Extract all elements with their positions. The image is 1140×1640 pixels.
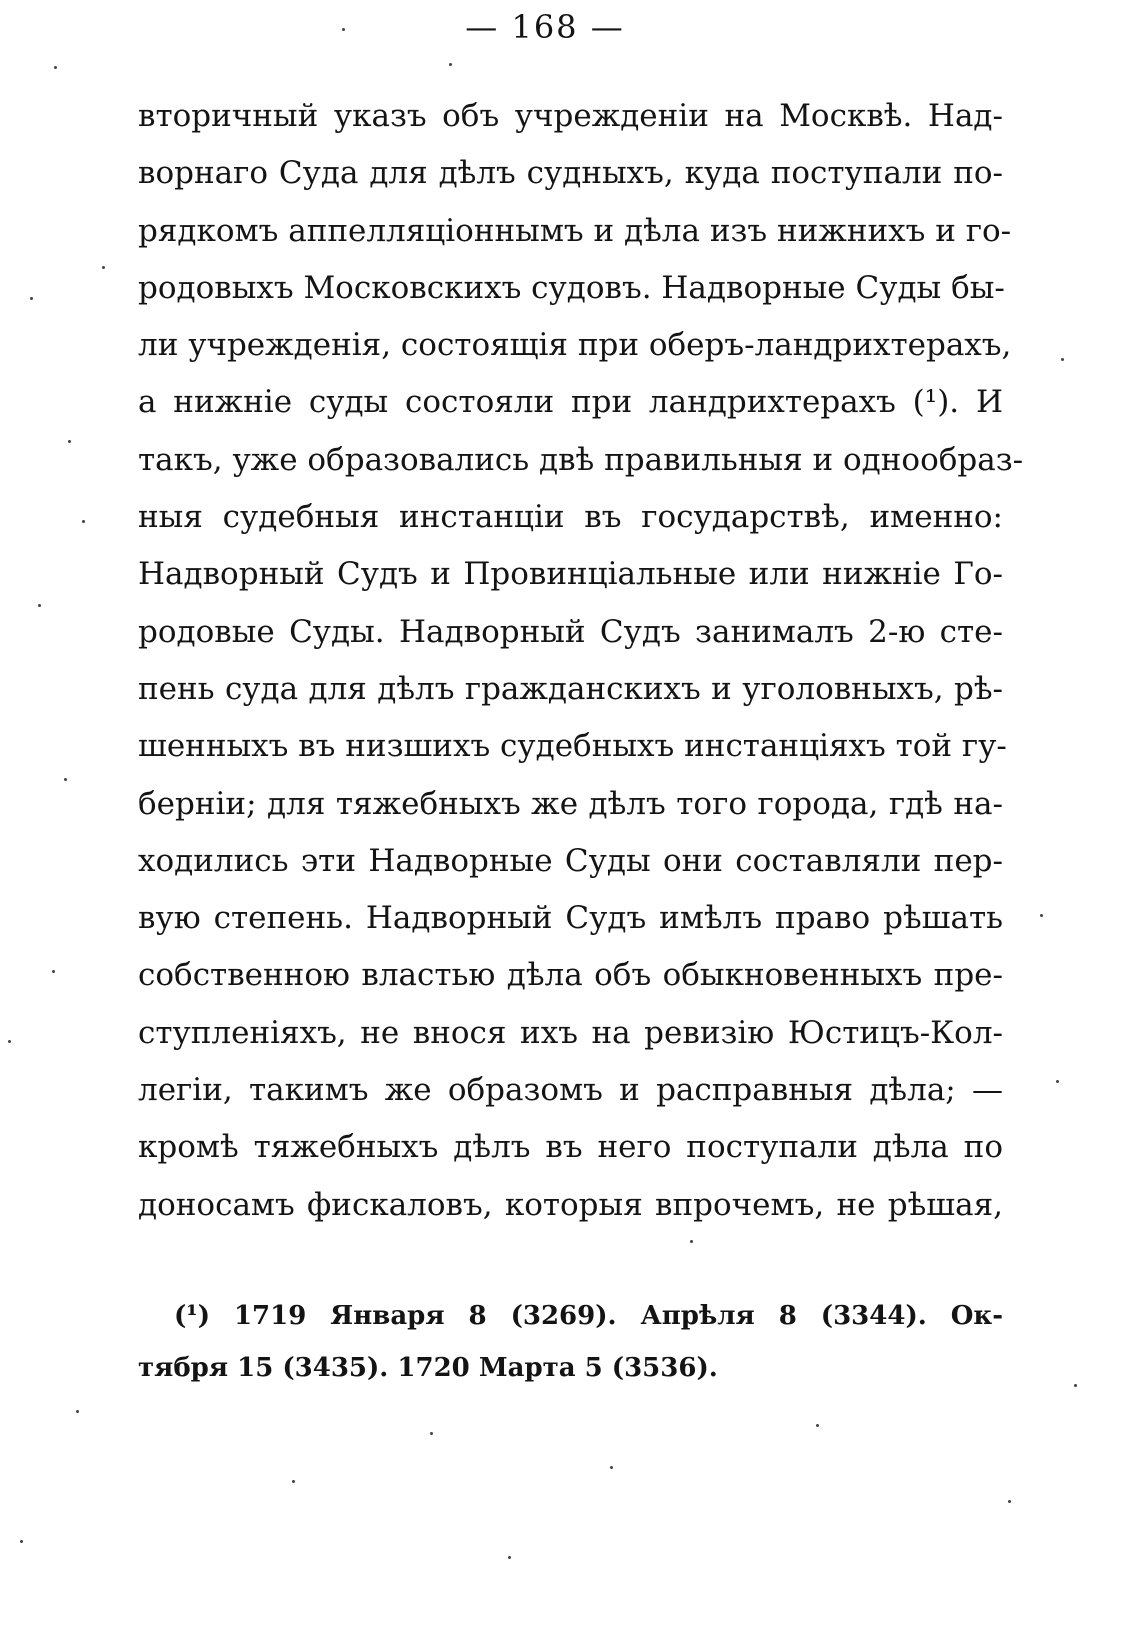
text-line: Надворный Судъ и Провинціальные или нижніе Го- — [138, 556, 1003, 593]
text-line: родовые Суды. Надворный Судъ занималъ 2-ю сте- — [138, 613, 1003, 650]
scan-speck — [1074, 1384, 1077, 1387]
scan-speck — [1056, 1080, 1059, 1083]
text-line: вторичный указъ объ учрежденіи на Москвѣ. Над- — [138, 98, 1003, 134]
scan-speck — [292, 1480, 295, 1483]
text-line: кромѣ тяжебныхъ дѣлъ въ него поступали дѣла по — [138, 1129, 1003, 1166]
scan-speck — [76, 1410, 79, 1413]
text-line: ворнаго Суда для дѣлъ судныхъ, куда поступали по- — [138, 155, 1003, 192]
text-line: вую степень. Надворный Судъ имѣлъ право рѣшать — [138, 900, 1003, 937]
text-line: такъ, уже образовались двѣ правильныя и однообраз- — [138, 441, 1024, 478]
scan-speck — [342, 28, 345, 31]
scan-speck — [610, 1466, 613, 1469]
footnote — [138, 1290, 1003, 1394]
scan-speck — [102, 266, 105, 269]
scan-speck — [68, 440, 71, 443]
footnote-line: (¹) 1719 Января 8 (3269). Апрѣля 8 (3344). Ок- — [174, 1301, 1003, 1331]
footnote-line: тября 15 (3435). 1720 Марта 5 (3536). — [138, 1353, 718, 1383]
scan-speck — [449, 63, 452, 66]
text-line: доносамъ фискаловъ, которыя впрочемъ, не рѣшая, — [138, 1186, 1003, 1223]
text-line: пень суда для дѣлъ гражданскихъ и уголовныхъ, рѣ- — [138, 670, 1003, 707]
text-line: а нижніе суды состояли при ландрихтерахъ (¹). И — [138, 384, 1003, 421]
text-line: ныя судебныя инстанціи въ государствѣ, именно: — [138, 499, 1003, 536]
scan-speck — [20, 1540, 23, 1543]
scan-speck — [52, 970, 55, 973]
scan-speck — [8, 1040, 11, 1043]
scan-speck — [82, 520, 85, 523]
scan-speck — [1008, 1500, 1011, 1503]
scan-speck — [508, 1556, 511, 1559]
scan-speck — [64, 778, 67, 781]
scan-speck — [816, 1424, 819, 1427]
text-line: родовыхъ Московскихъ судовъ. Надворные Суды бы- — [138, 269, 1005, 306]
scan-speck — [1040, 914, 1043, 917]
page-number: — 168 — — [465, 8, 625, 46]
scan-speck — [30, 297, 33, 300]
text-line: берніи; для тяжебныхъ же дѣлъ того города, гдѣ на- — [138, 785, 1003, 822]
scan-speck — [54, 66, 57, 69]
scan-speck — [690, 1240, 693, 1243]
scan-speck — [1061, 358, 1064, 361]
scan-speck — [430, 1432, 433, 1435]
text-line: ли учрежденія, состоящія при оберъ-ландрихтерахъ, — [138, 327, 1012, 364]
text-line: шенныхъ въ низшихъ судебныхъ инстанціяхъ той гу- — [138, 728, 1007, 765]
scan-speck — [38, 604, 41, 607]
text-line: ходились эти Надворные Суды они составляли пер- — [138, 842, 1003, 879]
text-line: ступленіяхъ, не внося ихъ на ревизію Юстицъ-Кол- — [138, 1014, 1003, 1051]
body-text — [138, 88, 1024, 1234]
text-line: легіи, такимъ же образомъ и расправныя дѣла; — — [138, 1072, 1003, 1109]
text-line: собственною властью дѣла объ обыкновенныхъ пре- — [138, 957, 1003, 994]
text-line: рядкомъ аппелляціоннымъ и дѣла изъ нижнихъ и го- — [138, 212, 1012, 249]
